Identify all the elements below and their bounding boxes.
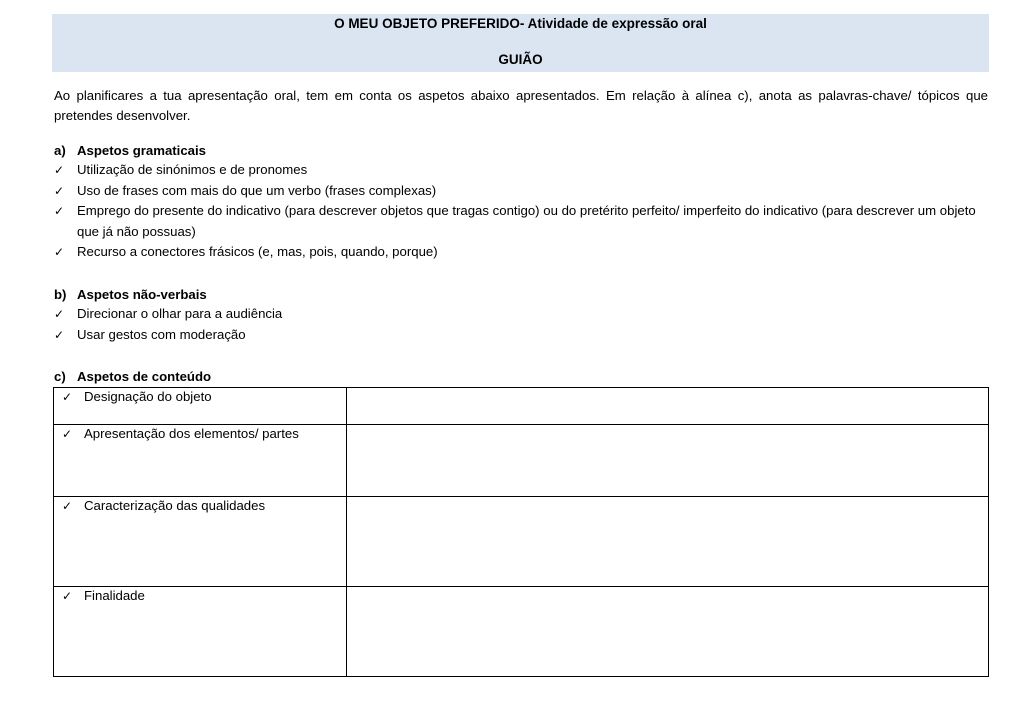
list-item-text: Uso de frases com mais do que um verbo (frases complexas) [77,182,437,198]
list-item [54,201,988,242]
row-label-cell [54,497,347,587]
checkmark-icon: ✓ [54,327,65,342]
checkmark-icon: ✓ [62,499,73,513]
checkmark-icon: ✓ [54,307,65,321]
section-heading [54,367,988,386]
row-label: Caracterização das qualidades [84,498,266,513]
row-label: Apresentação dos elementos/ partes [84,426,299,441]
list-item-text: Usar gestos com moderação [77,326,246,342]
list-item-text: Direcionar o olhar para a audiência [77,306,283,321]
section-letter: a) [54,143,66,158]
checkmark-icon: ✓ [62,390,73,404]
checkmark-icon: ✓ [54,163,65,177]
checkmark-icon: ✓ [62,589,73,603]
section-title: Aspetos de conteúdo [77,369,212,384]
document-title: O MEU OBJETO PREFERIDO- Atividade de expressão oral [334,16,707,31]
list-item [54,325,988,346]
notes-cell-object-name[interactable] [347,388,989,425]
section-title: Aspetos gramaticais [77,143,206,158]
list-item-text: Emprego do presente do indicativo (para descrever objetos que tragas contigo) ou do pretérito perfeito/ imperfeito do indicativo (para descrever um objeto que já não possuas) [77,203,976,239]
section-heading [54,285,988,304]
table-row [54,587,989,677]
list-item-text: Utilização de sinónimos e de pronomes [77,162,308,177]
list-item-text: Recurso a conectores frásicos (e, mas, pois, quando, porque) [77,244,438,259]
notes-cell-elements[interactable] [347,425,989,497]
checkmark-icon: ✓ [54,245,65,259]
table-row [54,425,989,497]
list-item [54,160,988,181]
list-item [54,242,988,263]
notes-cell-qualities[interactable] [347,497,989,587]
row-label-cell [54,425,347,497]
section-content [54,367,988,386]
section-heading [54,141,988,160]
row-label-cell [54,587,347,677]
section-letter: c) [54,369,66,384]
checkmark-icon: ✓ [54,183,65,198]
section-letter: b) [54,287,67,302]
intro-paragraph: Ao planificares a tua apresentação oral, tem em conta os aspetos abaixo apresentados. Em relação à alínea c), anota as palavras-chave/ tópicos que pretendes desenvolver. [54,88,988,123]
section-grammar [54,141,988,263]
section-nonverbal [54,285,988,345]
content-table [53,387,989,677]
table-row [54,497,989,587]
notes-cell-purpose[interactable] [347,587,989,677]
list-item [54,304,988,325]
section-title: Aspetos não-verbais [77,287,207,302]
row-label: Designação do objeto [84,389,212,404]
row-label-cell [54,388,347,425]
header-band [52,14,989,72]
row-label: Finalidade [84,588,145,603]
document-subtitle: GUIÃO [498,52,543,67]
checkmark-icon: ✓ [62,427,73,441]
table-row [54,388,989,425]
checkmark-icon: ✓ [54,204,65,218]
list-item [54,181,988,202]
